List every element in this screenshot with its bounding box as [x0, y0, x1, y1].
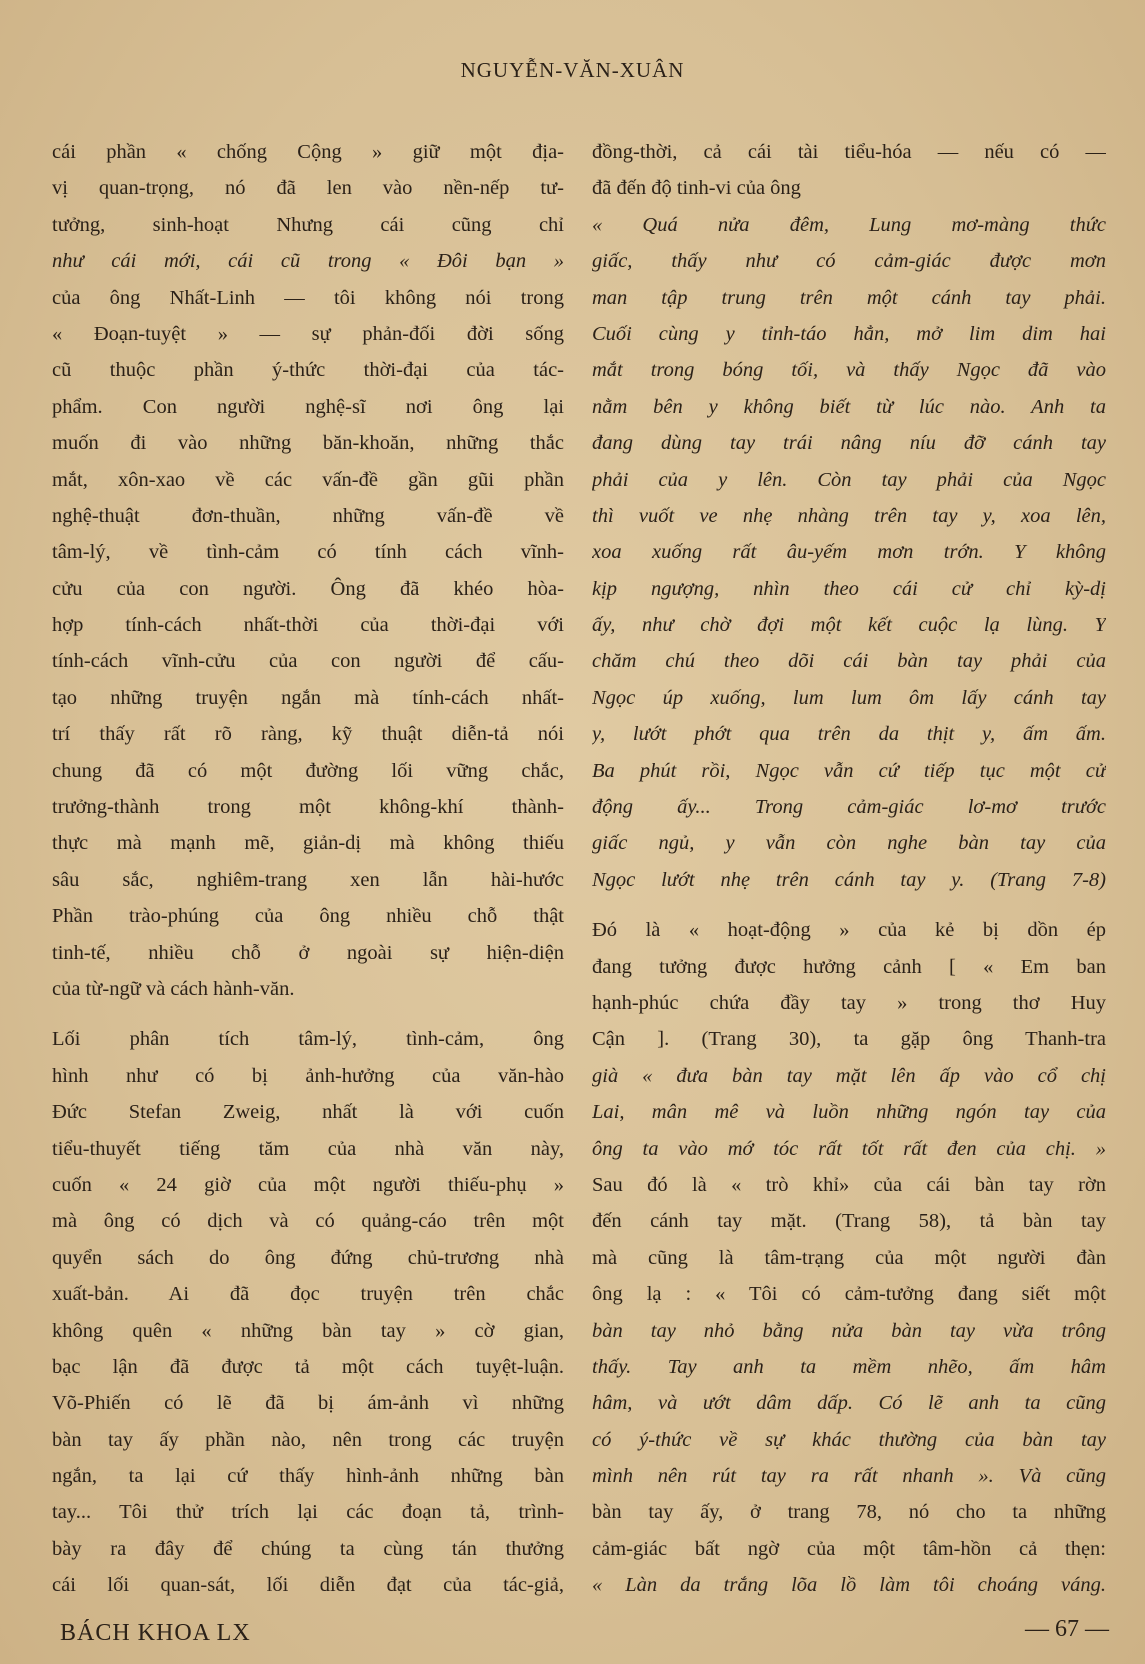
text-line: « Làn da trắng lõa lồ làm tôi choáng váng. — [592, 1574, 1106, 1597]
text-line: « Đoạn-tuyệt » — sự phản-đối đời sống — [52, 322, 564, 345]
text-line: Cuối cùng y tỉnh-táo hẳn, mở lim dim hai — [592, 322, 1106, 345]
text-line: xoa xuống rất âu-yếm mơn trớn. Y không — [592, 541, 1106, 564]
text-line: đồng-thời, cả cái tài tiểu-hóa — nếu có — — [592, 141, 1106, 163]
text-line: có ý-thức về sự khác thường của bàn tay — [592, 1428, 1106, 1451]
text-line: hâm, và ướt dâm dấp. Có lẽ anh ta cũng — [592, 1392, 1106, 1415]
text-line: bàn tay nhỏ bằng nửa bàn tay vừa trông — [592, 1319, 1106, 1342]
text-line: tạo những truyện ngắn mà tính-cách nhất- — [52, 686, 564, 709]
text-line: Phần trào-phúng của ông nhiều chỗ thật — [52, 905, 564, 928]
text-line: phải của y lên. Còn tay phải của Ngọc — [592, 468, 1106, 491]
text-line: tay... Tôi thử trích lại các đoạn tả, trình- — [52, 1501, 564, 1524]
text-line: của ông Nhất-Linh — tôi không nói trong — [52, 286, 564, 309]
text-line: nằm bên y không biết từ lúc nào. Anh ta — [592, 395, 1106, 418]
text-line: giấc ngủ, y vẫn còn nghe bàn tay của — [592, 832, 1106, 855]
text-line: đang tưởng được hưởng cảnh [ « Em ban — [592, 955, 1106, 978]
text-line: cảm-giác bất ngờ của một tâm-hồn cả thẹn: — [592, 1537, 1106, 1560]
text-line: « Quá nửa đêm, Lung mơ-màng thức — [592, 213, 1106, 236]
text-line: quyển sách do ông đứng chủ-trương nhà — [52, 1246, 564, 1269]
text-line: động ấy... Trong cảm-giác lơ-mơ trước — [592, 796, 1106, 819]
text-line: Sau đó là « trò khỉ» của cái bàn tay rờn — [592, 1173, 1106, 1196]
text-line: Đó là « hoạt-động » của kẻ bị dồn ép — [592, 919, 1106, 942]
text-line: xuất-bản. Ai đã đọc truyện trên chắc — [52, 1283, 564, 1306]
text-line: tiểu-thuyết tiếng tăm của nhà văn này, — [52, 1137, 564, 1160]
text-line: thấy. Tay anh ta mềm nhẽo, ấm hâm — [592, 1355, 1106, 1378]
text-line: vị quan-trọng, nó đã len vào nền-nếp tư- — [52, 177, 564, 200]
paragraph-gap — [592, 898, 1106, 912]
text-line: của từ-ngữ và cách hành-văn. — [52, 977, 295, 1000]
text-line: mắt, xôn-xao về các vấn-đề gần gũi phần — [52, 468, 564, 491]
text-line: Lai, mân mê và luồn những ngón tay của — [592, 1101, 1106, 1124]
text-line: ông ta vào mớ tóc rất tốt rất đen của chị. » — [592, 1137, 1106, 1160]
text-line: muốn đi vào những băn-khoăn, những thắc — [52, 432, 564, 455]
text-line: sâu sắc, nghiêm-trang xen lẫn hài-hước — [52, 868, 564, 891]
text-line: như cái mới, cái cũ trong « Đôi bạn » — [52, 250, 564, 273]
text-line: bàn tay ấy, ở trang 78, nó cho ta những — [592, 1501, 1106, 1524]
text-line: ngắn, ta lại cứ thấy hình-ảnh những bàn — [52, 1465, 564, 1488]
text-line: chung đã có một đường lối vững chắc, — [52, 759, 564, 782]
text-line: tưởng, sinh-hoạt Nhưng cái cũng chỉ — [52, 213, 564, 236]
text-line: Võ-Phiến có lẽ đã bị ám-ảnh vì những — [52, 1392, 564, 1415]
text-line: cái phần « chống Cộng » giữ một địa- — [52, 141, 564, 163]
text-line: kịp ngượng, nhìn theo cái cử chỉ kỳ-dị — [592, 577, 1106, 600]
text-line: thì vuốt ve nhẹ nhàng trên tay y, xoa lên, — [592, 504, 1106, 527]
text-line: Ngọc úp xuống, lum lum ôm lấy cánh tay — [592, 686, 1106, 709]
text-line: đã đến độ tinh-vi của ông — [592, 177, 801, 200]
text-line: bày ra đây để chúng ta cùng tán thưởng — [52, 1537, 564, 1560]
text-line: man tập trung trên một cánh tay phải. — [592, 286, 1106, 309]
text-line: ông lạ : « Tôi có cảm-tưởng đang siết một — [592, 1283, 1106, 1306]
right-text-column — [592, 134, 1106, 1604]
text-line: cái lối quan-sát, lối diễn đạt của tác-giả, — [52, 1574, 564, 1597]
text-line: chăm chú theo dõi cái bàn tay phải của — [592, 650, 1106, 673]
text-line: bạc lận đã được tả một cách tuyệt-luận. — [52, 1355, 564, 1378]
text-line: không quên « những bàn tay » cờ gian, — [52, 1319, 564, 1342]
text-line: Ba phút rồi, Ngọc vẫn cứ tiếp tục một cử — [592, 759, 1106, 782]
text-line: Lối phân tích tâm-lý, tình-cảm, ông — [52, 1028, 564, 1051]
page-number: — 67 — — [1025, 1616, 1109, 1642]
text-line: ấy, như chờ đợi một kết cuộc lạ lùng. Y — [592, 614, 1106, 637]
text-line: bàn tay ấy phần nào, nên trong các truyện — [52, 1428, 564, 1451]
text-line: tâm-lý, về tình-cảm có tính cách vĩnh- — [52, 541, 564, 564]
left-text-column — [52, 134, 564, 1604]
text-line: giấc, thấy như có cảm-giác được mơn — [592, 250, 1106, 273]
text-line: nghệ-thuật đơn-thuần, những vấn-đề về — [52, 504, 564, 527]
text-line: mà ông có dịch và có quảng-cáo trên một — [52, 1210, 564, 1233]
text-line: tinh-tế, nhiều chỗ ở ngoài sự hiện-diện — [52, 941, 564, 964]
text-line: Đức Stefan Zweig, nhất là với cuốn — [52, 1101, 564, 1124]
magazine-footer: BÁCH KHOA LX — [60, 1620, 251, 1646]
text-line: cũ thuộc phần ý-thức thời-đại của tác- — [52, 359, 564, 382]
text-line: hạnh-phúc chứa đầy tay » trong thơ Huy — [592, 991, 1106, 1014]
text-line: tính-cách vĩnh-cửu của con người để cấu- — [52, 650, 564, 673]
text-line: mà cũng là tâm-trạng của một người đàn — [592, 1246, 1106, 1269]
text-line: mắt trong bóng tối, và thấy Ngọc đã vào — [592, 359, 1106, 382]
text-line: trưởng-thành trong một không-khí thành- — [52, 796, 564, 819]
paragraph-gap — [52, 1007, 564, 1021]
text-line: mình nên rút tay ra rất nhanh ». Và cũng — [592, 1465, 1106, 1488]
text-line: đang dùng tay trái nâng níu đỡ cánh tay — [592, 432, 1106, 455]
text-line: hợp tính-cách nhất-thời của thời-đại với — [52, 614, 564, 637]
text-line: y, lướt phớt qua trên da thịt y, ấm ấm. — [592, 723, 1106, 746]
text-line: phẩm. Con người nghệ-sĩ nơi ông lại — [52, 395, 564, 418]
text-line: cửu của con người. Ông đã khéo hòa- — [52, 577, 564, 600]
text-line: Ngọc lướt nhẹ trên cánh tay y. (Trang 7-8) — [592, 868, 1106, 891]
text-line: thực mà mạnh mẽ, giản-dị mà không thiếu — [52, 832, 564, 855]
text-line: trí thấy rất rõ ràng, kỹ thuật diễn-tả nói — [52, 723, 564, 746]
text-line: già « đưa bàn tay mặt lên ấp vào cổ chị — [592, 1064, 1106, 1087]
text-line: Cận ]. (Trang 30), ta gặp ông Thanh-tra — [592, 1028, 1106, 1051]
text-line: hình như có bị ảnh-hưởng của văn-hào — [52, 1064, 564, 1087]
text-line: đến cánh tay mặt. (Trang 58), tả bàn tay — [592, 1210, 1106, 1233]
text-line: cuốn « 24 giờ của một người thiếu-phụ » — [52, 1173, 564, 1196]
page-header-author: NGUYỄN-VĂN-XUÂN — [460, 58, 685, 82]
